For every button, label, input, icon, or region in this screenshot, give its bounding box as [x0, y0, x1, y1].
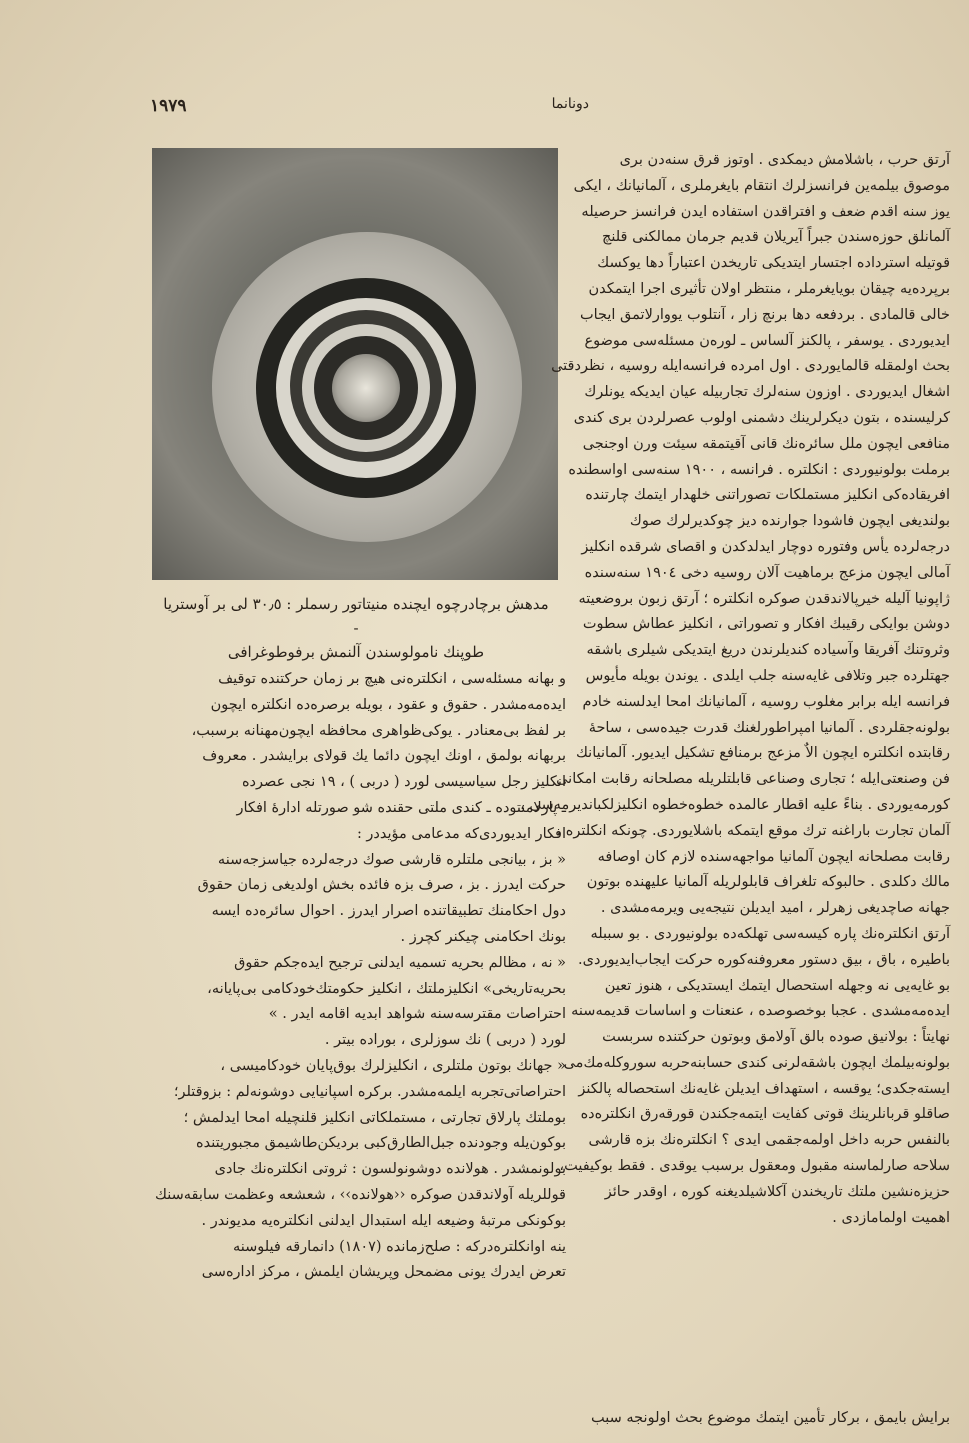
text-line: رقابت مصلحانه ایچون آلمانیا مواجهه‌سنده لازم کان اوصافه	[597, 848, 950, 865]
caption-line: طوپنك نامولوسندن آلنمش برفوطوغرافی	[227, 643, 485, 661]
text-line: وثروتنك آفریقا وآسیاده کندیلرندن دریغ ایتدیکی شیلری باشقه	[586, 642, 950, 659]
text-line: بحث اولمقله قالمایوردی . اول امرده فرانسه‌ایله روسیه ، نظردقتی	[551, 358, 950, 375]
text-line: احتراصات مقترسه‌سنه شواهد ابدیه اقامه ایدر . »	[268, 1006, 566, 1023]
torpedo-photograph	[152, 148, 558, 580]
text-line: بوکونکی مرتبهٔ وضیعه ایله استبدال ایدلنی انکلتره‌یه مدیوندر .	[201, 1212, 566, 1229]
text-line: مالك دکلدی . حالبوکه تلغراف قابلولریله آلمانیا علیهنده بوتون	[586, 874, 950, 891]
text-line: رقابتده انکلتره ایچون الاٌ مزعج برمنافع تشکیل ایدیور. آلمانیانك	[575, 745, 950, 762]
text-line: تعرض ایدرك یونی مضمحل وپریشان ایلمش ، مرکز اداره‌سی	[201, 1264, 566, 1281]
text-line: « نه ، مظالم بحریه تسمیه ایدلنی ترجیح ایده‌جکم حقوق	[234, 954, 566, 971]
text-line: سلاحه صارلماسنه مقبول ومعقول برسبب یوقدی . فقط بوکیفیت،	[559, 1158, 950, 1175]
text-line: فرانسه ایله برابر مغلوب روسیه ، آلمانیانك امحا ایدلسنه خادم	[582, 693, 950, 710]
photo-core-center	[332, 354, 400, 422]
text-line: و بهانه مسئله‌سی ، انکلتره‌نی هیچ بر زمان حرکتنده توقیف	[218, 671, 566, 687]
text-line: درجه‌لرده یأس وفتوره دوچار ایدلدکدن و اقصای شرقده انکلیز	[581, 538, 950, 555]
text-line: آلمانلق حوزه‌سندن جبراً آیریلان قدیم جرمان ممالکنی قلنچ	[602, 229, 950, 246]
text-line: ـ پارلامنتوده ـ کندی ملتی حقنده شو صورتله اداره‌ٔ افکار	[236, 799, 566, 816]
text-line: فن وصنعتی‌ایله ؛ تجاری وصناعی قابلتلریله مصلحانه رقابت امکانی	[556, 771, 950, 788]
text-line: یوز سنه اقدم ضعف و افتراقدن استفاده ایدن فرانسز حرصیله	[581, 203, 950, 220]
text-line: آلمان تجارت باراغنه ترك موقع ایتمکه باشلایوردی. چونکه انکلتره ،	[556, 822, 950, 839]
text-line: لورد ( دربی ) نك سوزلری ، بوراده بیتر .	[324, 1032, 566, 1049]
text-line: ژاپونیا آلیله خیرپالاندقدن صوکره انکلتره ؛ آرتق زبون بروضعیته	[578, 590, 950, 607]
text-line: ایده‌مه‌مشدی . عجبا بوخصوصده ، عنعنات و اساسات قدیمه‌سنه	[571, 1003, 950, 1020]
caption-line: مدهش برچادرچوه ایچنده منیتاتور رسملر : ۳۰٫٥ لی بر آوستریا -	[163, 595, 549, 637]
text-line: بونك احکامنی چیکنر کچرز .	[400, 928, 566, 945]
text-line: آمالی ایچون مزعج برماهیت آلان روسیه دخی ۱۹۰٤ سنه‌سنده	[584, 564, 950, 581]
text-line: بو غایه‌یی نه وجهله استحصال ایتمك ایستدیکی ، هنوز تعین	[604, 977, 950, 994]
text-line: ایدیوردی . یوسفر ، پالکنز آلساس ـ لورەن مسئله‌سی موضوع	[584, 332, 950, 349]
text-line: قوللریله آولاندقدن صوکره ‹‹هولانده›› ، شعشعه وعظمت سابقه‌سنك	[155, 1186, 566, 1203]
text-line: بولونمشدر . هولانده دوشونولسون : ثروتی انکلتره‌نك جادی	[214, 1161, 566, 1178]
text-line: بالنفس حربه داخل اولمه‌جقمی ایدی ؟ انکلتره‌نك بزه قارشی	[588, 1132, 950, 1149]
text-line: برملت بولونیوردی : انکلتره . فرانسه ، ۱۹۰۰ سنه‌سی اواسطنده	[568, 461, 950, 478]
text-line: بربهانه بولمق ، اونك ایچون دائما یك قولای برایشدر . معروف	[202, 748, 566, 765]
text-line: « جهانك بوتون ملتلری ، انکلیزلرك بوق‌پایان خودکامیسی ،	[220, 1057, 566, 1074]
page-header	[150, 96, 589, 122]
text-line: حرکت ایدرز . بز ، صرف بزه فائده بخش اولدیغی زمان حقوق	[197, 877, 566, 894]
text-line: کورمه‌یوردی . بناءً علیه اقطار عالمده خطوه‌خطوه انکلیزلکباندیرمه‌سی ،	[520, 796, 950, 813]
text-line: انکلیز رجل سیاسیسی لورد ( دربی ) ، ۱۹ نجی عصرده	[241, 774, 566, 791]
text-line: نهایتاً : بولانیق صوده بالق آولامق وبوتون حرکتنده سربست	[602, 1029, 950, 1046]
text-line: افکار ایدیوردی‌كه مدعامی مؤیددر :	[356, 825, 566, 842]
text-line: حزیزه‌نشین ملتك تاریخندن آکلاشیلدیغنه کوره ، اوقدر حائز	[604, 1183, 950, 1200]
left-text-column	[152, 667, 566, 1286]
text-line: صاقلو قربانلرینك قوتی کفایت ایتمه‌جکندن قورقه‌رق انکلتره‌ده	[580, 1106, 950, 1123]
text-line: منافعی ایچون ملل سائره‌نك قانی آقیتمقه سیئت ورن اوجنجی	[582, 435, 950, 452]
continuation-line: برایش بایمق ، برکار تأمین ایتمك موضوع بحث اولونجه سبب	[591, 1410, 950, 1426]
text-line: باطیره ، باق ، بیق دستور معروفنه‌کوره حرکت ایجاب‌ایدیوردی.	[578, 951, 950, 968]
text-line: بوملتك پارلاق تجارتی ، مستملکاتی انکلیز قلنچیله امحا ایدلمش ؛	[183, 1109, 566, 1126]
text-line: بولونه‌بیلمك ایچون باشقه‌لرنی کندی حسابنه‌حربه سوروکله‌مك‌می	[563, 1054, 950, 1071]
text-line: اهمیت اولمامازدی .	[832, 1209, 950, 1226]
running-title: دونانما	[551, 96, 589, 112]
text-line: افریقاده‌کی انکلیز مستملکات تصوراتنی خلهدار ایتمك چارتنده	[585, 487, 950, 504]
text-line: قوتیله استرداده اجتسار ایتدیکی تاریخدن اعتباراً دها یوکسك	[597, 255, 950, 272]
text-line: « بز ، بیانجی ملتلره قارشی صوك درجه‌لرده جیاسزجه‌سنه	[217, 851, 566, 868]
text-line: احتراصاتی‌تجربه ایلمه‌مشدر. برکره اسپانیایی دوشونه‌لم : بزوقتلر؛	[173, 1083, 566, 1100]
text-line: ایده‌مه‌مشدر . حقوق و عقود ، بویله برصره‌ده انکلتره ایچون	[210, 696, 566, 713]
text-line: آرتق انکلتره‌نك پاره کیسه‌سی تهلکه‌ده بولونیوردی . بو سببله	[590, 925, 950, 942]
text-line: دول احکامنك تطبیقاتنده اصرار ایدرز . احوال سائره‌ده ایسه	[211, 903, 566, 920]
right-text-column	[520, 148, 950, 1231]
text-line: خالی قالمادی . بردفعه دها برنچ زار ، آنتلوب یووارلاتمق ایجاب	[579, 306, 950, 323]
text-line: بوکون‌یله وجودنده جبل‌الطارق‌کبی بردیکن‌طاشیمق مجبوریتنده	[196, 1135, 566, 1152]
text-line: آرتق حرب ، باشلامش دیمکدی . اوتوز قرق سنه‌دن بری	[619, 152, 950, 168]
text-line: اشغال ایدیوردی . اوزون سنه‌لرك تجاربیله عیان ایدیکه یونلرك	[584, 384, 950, 401]
text-line: موصوق بیلمه‌ین فرانسزلرك انتقام بایغرملری ، آلمانیانك ، ایکی	[573, 177, 950, 194]
text-line: کرلیسنده ، بتون دیکرلرینك دشمنی اولوب عصرلردن بری کندی	[573, 409, 950, 426]
text-line: جهتلرده جبر وتلافی غایه‌سنه جلب ایلدی . یوندن بویله مأیوس	[585, 667, 950, 684]
page-number: ١٩٧٩	[150, 96, 187, 116]
text-line: بحریه‌تاریخی» انکلیزملتك ، انکلیز حکومتك‌خودکامی بی‌پایانه،	[207, 980, 566, 997]
text-line: دوشن بوایکی رقیبك افکار و تصوراتی ، انکلیز عطاش سطوت	[582, 616, 950, 633]
text-line: جهانه صاچدیغی زهرلر ، امید ایدیلن نتیجه‌یی ویرمه‌مشدی .	[600, 900, 950, 917]
text-line: برپرده‌یه چیقان بویایغرملر ، منتظر اولان تأثیری اجرا ایتمکدن	[588, 280, 950, 297]
text-line: بر لفظ بی‌معنادر . یوکی‌ظواهری محافظه ایچون‌مهنانه برسبب،	[191, 722, 566, 739]
text-line: ایسته‌جکدی؛ یوقسه ، استهداف ایدیلن غایه‌نك استحصاله پالکنز	[578, 1080, 950, 1097]
text-line: ینه اوانکلتره‌درکه : صلح‌زمانده (۱۸۰۷) دانمارقه فیلوسنه	[232, 1238, 566, 1255]
text-line: بولندیغی ایچون فاشودا جوارنده دیز چوکدیرلرك صوك	[629, 513, 950, 530]
text-line: بولونه‌جقلردی . آلمانیا امپراطورلغنك قدرت جیده‌سی ، ساحهٔ	[588, 719, 950, 736]
figure-caption	[160, 592, 552, 664]
